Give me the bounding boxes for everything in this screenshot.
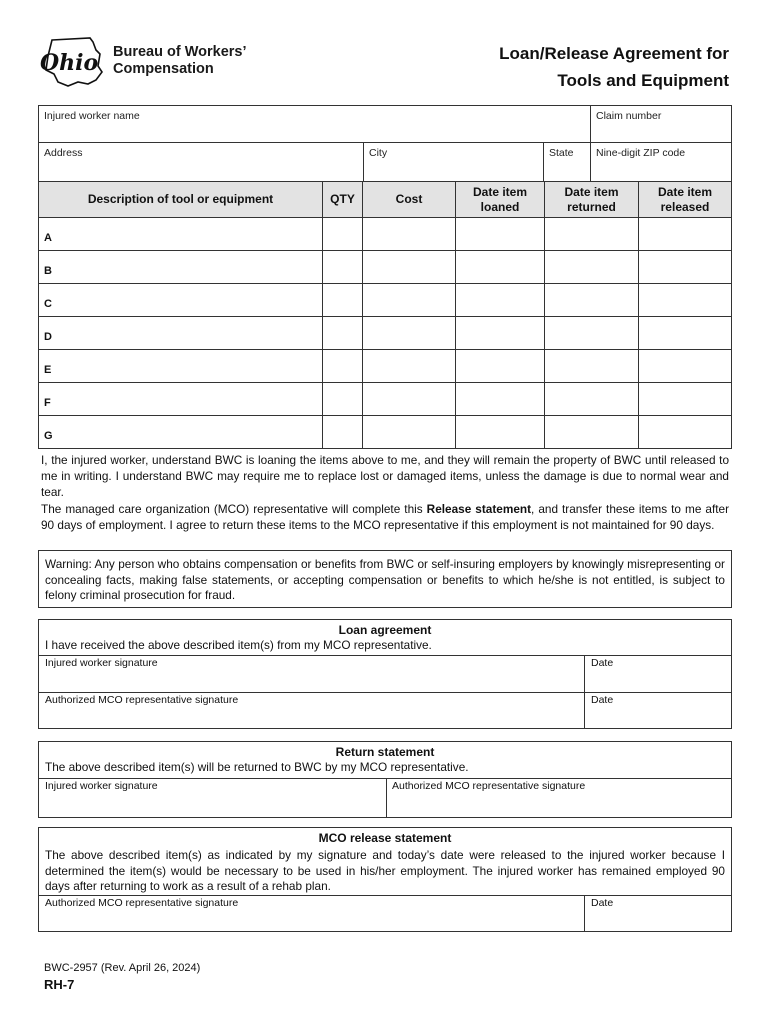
- row-f-date-released-cell[interactable]: [638, 382, 732, 416]
- state-field[interactable]: State: [543, 142, 591, 182]
- release-statement-ref: Release statement: [426, 502, 532, 516]
- row-f-cost-cell[interactable]: [362, 382, 456, 416]
- row-label: B: [44, 265, 52, 277]
- return-statement-text: The above described item(s) will be returned to BWC by my MCO representative.: [45, 760, 469, 774]
- understand-paragraph: I, the injured worker, understand BWC is loaning the items above to me, and they will remain the property of BWC until released to me in writing. I understand BWC may require me to replace lost or damaged items, unless the damage is due to normal wear and tear.: [41, 453, 729, 499]
- col-header-cost: Cost: [362, 181, 456, 218]
- loan-date-field-2[interactable]: Date: [591, 694, 614, 706]
- zip-field[interactable]: Nine-digit ZIP code: [590, 142, 732, 182]
- row-d-qty-cell[interactable]: [322, 316, 363, 350]
- row-label: D: [44, 331, 52, 343]
- loan-agreement-title: Loan agreement: [338, 623, 432, 637]
- claim-number-field[interactable]: Claim number: [590, 105, 732, 143]
- row-e-qty-cell[interactable]: [322, 349, 363, 383]
- row-label: A: [44, 232, 52, 244]
- row-c-qty-cell[interactable]: [322, 283, 363, 317]
- row-c-date-returned-cell[interactable]: [544, 283, 639, 317]
- row-e-cost-cell[interactable]: [362, 349, 456, 383]
- mco-release-date-field[interactable]: Date: [591, 897, 614, 909]
- row-b-qty-cell[interactable]: [322, 250, 363, 284]
- row-e-date-returned-cell[interactable]: [544, 349, 639, 383]
- row-d-date-released-cell[interactable]: [638, 316, 732, 350]
- row-f-description-cell[interactable]: [38, 382, 323, 416]
- row-g-date-returned-cell[interactable]: [544, 415, 639, 449]
- row-b-date-returned-cell[interactable]: [544, 250, 639, 284]
- row-a-description-cell[interactable]: [38, 217, 323, 251]
- row-g-date-released-cell[interactable]: [638, 415, 732, 449]
- loan-date-field-1[interactable]: Date: [591, 657, 614, 669]
- form-title-line-1: Loan/Release Agreement for: [499, 44, 729, 63]
- row-g-cost-cell[interactable]: [362, 415, 456, 449]
- city-field[interactable]: City: [363, 142, 544, 182]
- row-a-qty-cell[interactable]: [322, 217, 363, 251]
- row-f-date-loaned-cell[interactable]: [455, 382, 545, 416]
- row-d-date-loaned-cell[interactable]: [455, 316, 545, 350]
- loan-agreement-box: [38, 619, 732, 729]
- row-f-date-returned-cell[interactable]: [544, 382, 639, 416]
- row-g-description-cell[interactable]: [38, 415, 323, 449]
- return-mco-signature-field[interactable]: Authorized MCO representative signature: [392, 780, 586, 792]
- row-b-description-cell[interactable]: [38, 250, 323, 284]
- form-title: [499, 40, 729, 94]
- row-b-cost-cell[interactable]: [362, 250, 456, 284]
- bureau-name: [113, 44, 247, 78]
- loan-worker-signature-field[interactable]: Injured worker signature: [45, 657, 158, 669]
- row-e-date-released-cell[interactable]: [638, 349, 732, 383]
- form-title-line-2: Tools and Equipment: [557, 71, 729, 90]
- row-d-cost-cell[interactable]: [362, 316, 456, 350]
- ohio-bwc-logo: [38, 36, 106, 88]
- form-code: RH-7: [44, 977, 75, 992]
- row-b-date-released-cell[interactable]: [638, 250, 732, 284]
- col-header-qty: QTY: [322, 181, 363, 218]
- injured-worker-name-field[interactable]: Injured worker name: [38, 105, 591, 143]
- row-a-cost-cell[interactable]: [362, 217, 456, 251]
- mco-paragraph: The managed care organization (MCO) representative will complete this Release statement, and transfer these items to me after 90 days of employment. I agree to return these items to the MCO representative if this employment is not maintained for 90 days.: [41, 502, 730, 532]
- address-field[interactable]: Address: [38, 142, 364, 182]
- col-header-date-loaned: Date item loaned: [455, 181, 545, 218]
- bureau-line-2: Compensation: [113, 61, 214, 77]
- row-c-description-cell[interactable]: [38, 283, 323, 317]
- mco-release-title: MCO release statement: [318, 831, 452, 845]
- row-c-date-loaned-cell[interactable]: [455, 283, 545, 317]
- form-number: BWC-2957 (Rev. April 26, 2024): [44, 962, 201, 974]
- svg-text:Ohio: Ohio: [40, 50, 99, 76]
- mco-release-box: [38, 827, 732, 932]
- row-label: E: [44, 364, 52, 376]
- row-d-description-cell[interactable]: [38, 316, 323, 350]
- loan-mco-signature-field[interactable]: Authorized MCO representative signature: [45, 694, 239, 706]
- row-e-date-loaned-cell[interactable]: [455, 349, 545, 383]
- col-header-date-returned: Date item returned: [544, 181, 639, 218]
- mco-release-signature-field[interactable]: Authorized MCO representative signature: [45, 897, 239, 909]
- row-c-date-released-cell[interactable]: [638, 283, 732, 317]
- row-c-cost-cell[interactable]: [362, 283, 456, 317]
- row-label: C: [44, 298, 52, 310]
- row-e-description-cell[interactable]: [38, 349, 323, 383]
- row-a-date-loaned-cell[interactable]: [455, 217, 545, 251]
- return-statement-title: Return statement: [335, 745, 435, 759]
- row-label: G: [44, 430, 53, 442]
- row-g-date-loaned-cell[interactable]: [455, 415, 545, 449]
- warning-box: [38, 550, 732, 608]
- col-header-description: Description of tool or equipment: [38, 181, 323, 218]
- row-b-date-loaned-cell[interactable]: [455, 250, 545, 284]
- warning-text: Warning: Any person who obtains compensation or benefits from BWC or self-insuring employers by knowingly misrepresenting or concealing facts, making false statements, or accepting compensation or benefits to which he/she is not entitled, is subject to felony criminal prosecution for fraud.: [45, 557, 725, 602]
- loan-agreement-text: I have received the above described item(s) from my MCO representative.: [45, 638, 432, 652]
- row-g-qty-cell[interactable]: [322, 415, 363, 449]
- row-d-date-returned-cell[interactable]: [544, 316, 639, 350]
- bureau-line-1: Bureau of Workers’: [113, 44, 247, 60]
- col-header-date-released: Date item released: [638, 181, 732, 218]
- row-label: F: [44, 397, 51, 409]
- return-statement-box: [38, 741, 732, 818]
- row-a-date-returned-cell[interactable]: [544, 217, 639, 251]
- mco-release-text: The above described item(s) as indicated by my signature and today’s date were released to the injured worker because I determined the item(s) would be necessary to be used in his/her employment. The injured worker has remained employed 90 days after returning to work as a result of a rehab plan.: [45, 848, 725, 893]
- return-worker-signature-field[interactable]: Injured worker signature: [45, 780, 158, 792]
- row-a-date-released-cell[interactable]: [638, 217, 732, 251]
- row-f-qty-cell[interactable]: [322, 382, 363, 416]
